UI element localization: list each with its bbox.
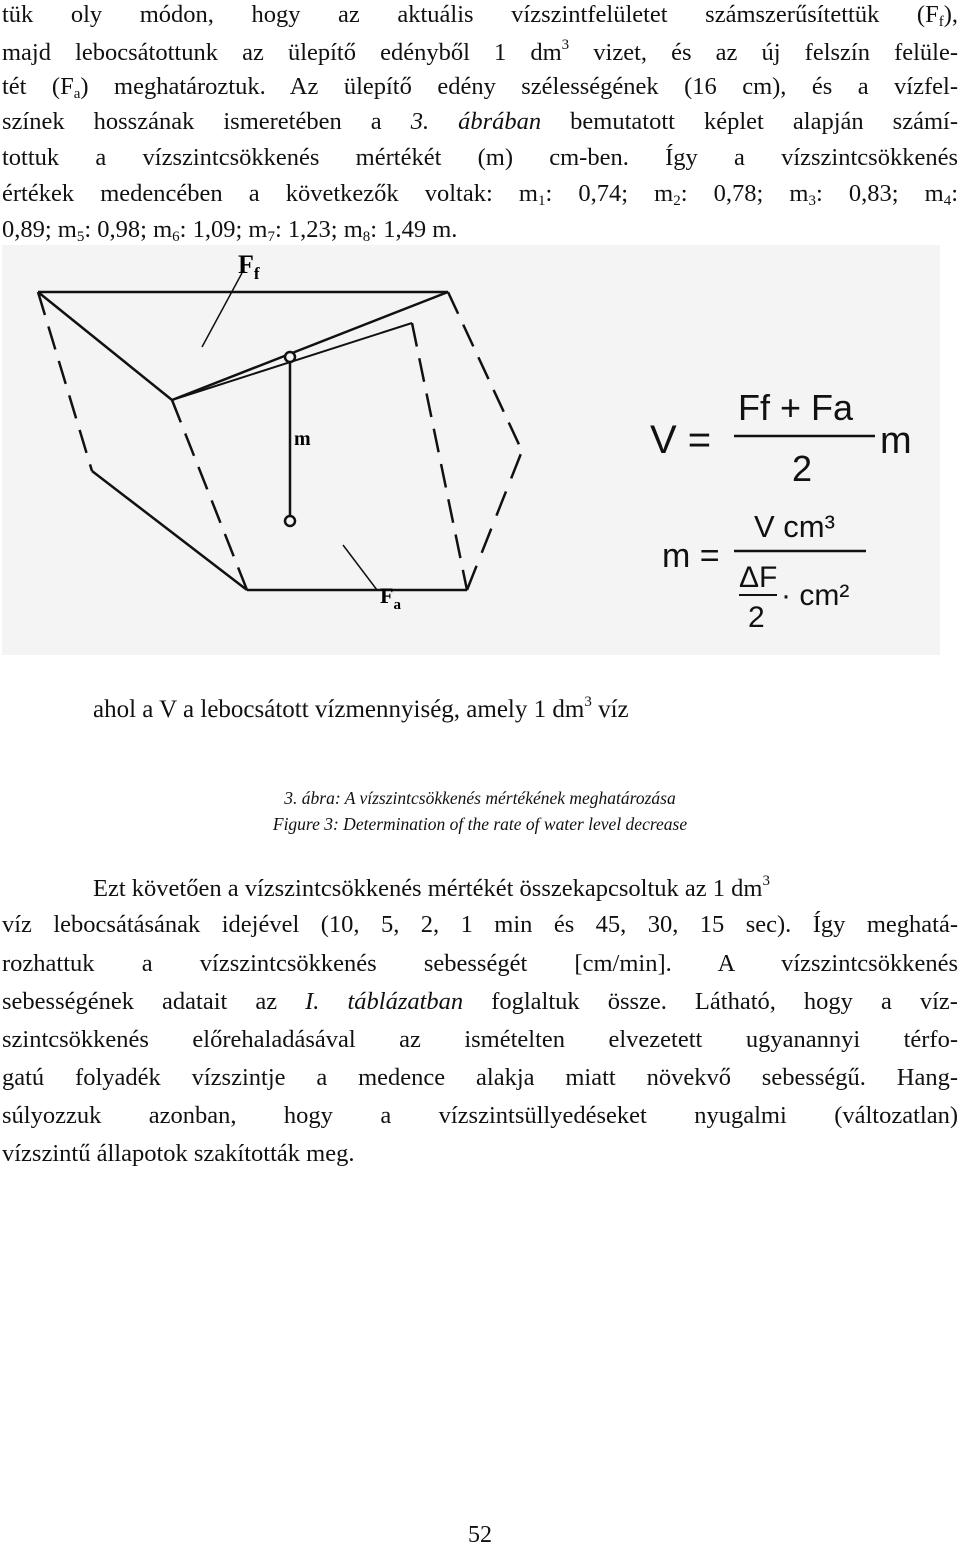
front-right-wall-edge	[412, 323, 467, 590]
bottom-left-edge	[92, 471, 247, 590]
formula1-numerator: Ff + Fa	[738, 387, 854, 428]
text-line: szintcsökkenés előrehaladásával az ismételten elvezetett ugyanannyi térfo-	[2, 1026, 958, 1053]
bottom-right-hidden-edge	[467, 451, 522, 590]
text: : 0,78; m	[680, 180, 809, 207]
formula-explanation	[93, 693, 629, 727]
top-diagonal-right	[172, 292, 448, 400]
subscript: 1	[537, 193, 546, 209]
text-line	[2, 139, 958, 177]
subscript: 7	[267, 229, 275, 245]
left-wall-edge	[38, 292, 92, 471]
caption-english: Figure 3: Determination of the rate of water level decrease	[272, 814, 688, 834]
superscript: 3	[584, 694, 592, 710]
formula2-numerator: V cm³	[754, 509, 835, 544]
label-fa: $F_a$	[380, 583, 401, 613]
text-line	[2, 34, 958, 72]
text: ),	[943, 1, 958, 28]
formula2-den-two: 2	[748, 601, 765, 634]
text-line	[2, 175, 958, 213]
formula2-den-delta-f: ΔF	[739, 561, 778, 594]
label-m: m	[294, 428, 311, 450]
text-line	[2, 103, 958, 141]
fa-leader	[343, 545, 377, 590]
formula2-den-unit: · cm²	[781, 579, 850, 612]
text-line	[2, 983, 958, 1021]
text: tottuk a vízszintcsökkenés mértékét (m) cm-ben. Így a vízszintcsökkenés	[2, 144, 958, 171]
top-diagonal	[38, 292, 172, 400]
text: sebességének adatait az	[2, 988, 306, 1015]
label-ff: $F_f$	[238, 250, 260, 283]
text: foglaltuk össze. Látható, hogy a víz-	[463, 988, 958, 1015]
m-bottom-point	[285, 516, 295, 526]
text: víz	[591, 696, 629, 723]
subscript: 8	[362, 229, 371, 245]
basin-diagram-svg	[2, 245, 940, 655]
ff-leader	[202, 273, 242, 347]
text: : 0,83; m	[815, 180, 944, 207]
subscript: 5	[76, 229, 85, 245]
formula1-denominator: 2	[792, 448, 813, 489]
subscript: a	[73, 86, 81, 102]
text: vizet, és az új felszín felüle-	[569, 39, 958, 66]
figure-basin-diagram	[2, 245, 940, 655]
table-reference: I. táblázatban	[305, 988, 464, 1015]
text: tét (F	[2, 73, 74, 100]
text-line	[2, 211, 958, 249]
text-line: gatú folyadék vízszintje a medence alakja miatt növekvő sebességű. Hang-	[2, 1064, 958, 1091]
subscript: 6	[172, 229, 180, 245]
text: majd lebocsátottunk az ülepítő edényből 1 dm	[2, 39, 562, 66]
text: : 0,98; m	[84, 216, 173, 243]
text: értékek medencében a következők voltak: m	[2, 180, 538, 207]
subscript: f	[938, 14, 944, 30]
m-top-point	[285, 352, 295, 362]
subscript: 3	[808, 193, 816, 209]
text: : 1,23; m	[274, 216, 363, 243]
text-line: súlyozzuk azonban, hogy a vízszintsüllyedéseket nyugalmi (változatlan)	[2, 1102, 958, 1129]
text-line: víz lebocsátásának idejével (10, 5, 2, 1 min és 45, 30, 15 sec). Így meghatá-	[2, 911, 958, 938]
text: Ezt követően a vízszintcsökkenés mértékét összekapcsoltuk az 1 dm	[93, 875, 763, 902]
text: 0,89; m	[2, 216, 77, 243]
right-back-wall-edge	[448, 292, 522, 451]
text-line	[93, 870, 958, 908]
text: bemutatott képlet alapján számí-	[541, 108, 958, 135]
text: : 1,09; m	[179, 216, 268, 243]
text: ahol a V a lebocsátott vízmennyiség, amely 1 dm	[93, 696, 585, 723]
superscript: 3	[561, 37, 570, 53]
text: tük oly módon, hogy az aktuális vízszintfelületet számszerűsítettük (F	[2, 1, 939, 28]
formula2-lhs: m =	[662, 537, 720, 575]
text: : 1,49 m.	[370, 216, 458, 243]
text: :	[951, 180, 958, 207]
figure-reference: 3. ábrában	[410, 108, 542, 135]
text-line	[2, 68, 958, 106]
text-line: rozhattuk a vízszintcsökkenés sebességét [cm/min]. A vízszintcsökkenés	[2, 950, 958, 977]
caption-hungarian: 3. ábra: A vízszintcsökkenés mértékének meghatározása	[284, 788, 676, 808]
superscript: 3	[762, 873, 770, 889]
text: : 0,74; m	[545, 180, 674, 207]
text-line	[2, 0, 958, 34]
subscript: 4	[943, 193, 952, 209]
formula1-rhs: m	[880, 420, 912, 462]
text-line: vízszintű állapotok szakították meg.	[2, 1140, 355, 1167]
formula1-lhs: V =	[650, 418, 712, 462]
page-number: 52	[468, 1522, 492, 1548]
text: ) meghatároztuk. Az ülepítő edény szélességének (16 cm), és a vízfel-	[80, 73, 958, 100]
subscript: 2	[673, 193, 681, 209]
text: színek hosszának ismeretében a	[2, 108, 411, 135]
